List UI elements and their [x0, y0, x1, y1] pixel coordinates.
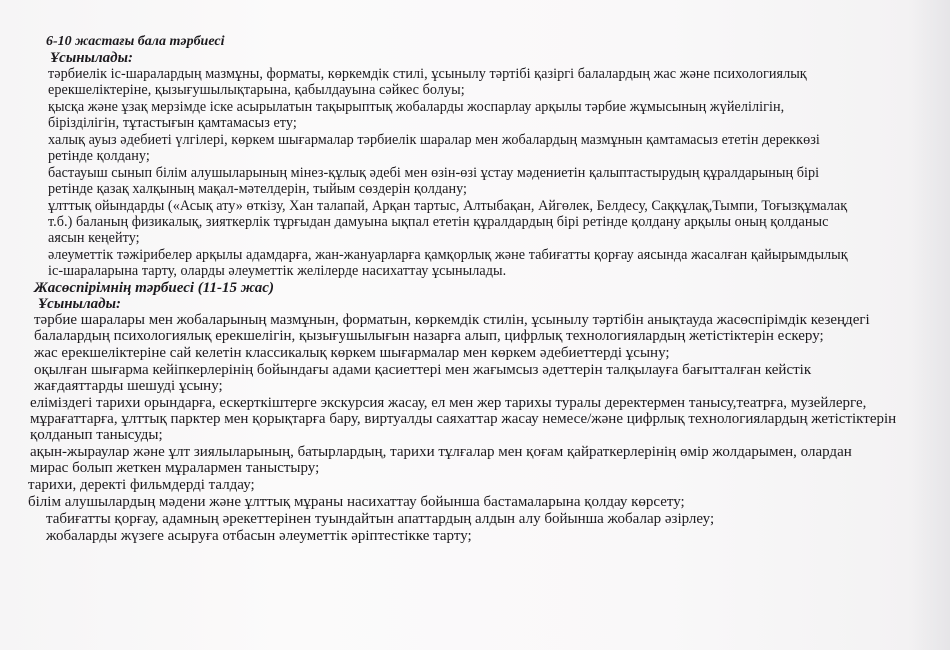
section-2-body: [28, 312, 928, 544]
text-line: ерекшеліктеріне, қызығушылықтарына, қабылдауына сәйкес болуы;: [48, 82, 465, 98]
text-line: білім алушылардың мәдени және ұлттық мұраны насихаттау бойынша бастамаларына қолдау көрсету;: [28, 494, 685, 510]
section-1-paragraph-3: [28, 132, 928, 164]
text-line: халық ауыз әдебиеті үлгілері, көркем шығармалар тәрбиелік шаралар мен жобалардың мазмұнын қамтамасыз ететін дереккөзі: [48, 132, 820, 148]
section-2-paragraph-7: [28, 494, 928, 510]
section-2-paragraph-3: [28, 362, 928, 394]
text-line: балалардың психологиялық ерекшелігін, қызығушылығын назарға алып, цифрлық технологиялардың жетістіктерін ескеру;: [34, 328, 824, 344]
section-1-paragraph-6: [28, 247, 928, 279]
section-2-paragraph-4: [28, 395, 928, 443]
section-1-body: [28, 66, 928, 279]
text-line: ұлттық ойындарды («Асық ату» өткізу, Хан талапай, Арқан тартыс, Алтыбақан, Айгөлек, Белдесу, Саққұлақ,Тымпи, Тоғызқұмалақ: [48, 198, 848, 214]
section-1-paragraph-1: [28, 66, 928, 98]
text-line: аясын кеңейту;: [48, 230, 140, 246]
section-2-paragraph-6: [28, 477, 928, 493]
text-line: бастауыш сынып білім алушыларының мінез-құлық әдебі мен өзін-өзі ұстау мәдениетін қалыптастырудың құралдарының бірі: [48, 165, 820, 181]
section-2-title: Жасөспірімнің тәрбиесі (11-15 жас): [34, 280, 274, 296]
text-line: қолданып танысуды;: [30, 427, 163, 443]
text-line: біріздiлігін, тұтастығын қамтамасыз ету;: [48, 115, 297, 131]
text-line: тарихи, деректі фильмдерді талдау;: [28, 477, 255, 493]
section-2-paragraph-8: [26, 511, 928, 527]
text-line: ретінде қолдану;: [48, 148, 150, 164]
section-1-recommended-label: Ұсынылады:: [50, 50, 134, 66]
section-2-paragraph-2: [28, 345, 928, 361]
section-2-paragraph-9: [26, 528, 928, 544]
text-line: әлеуметтік тәжірибелер арқылы адамдарға, жан-жануарларға қамқорлық және табиғатты қорғау аясында жасалған қайырымдылық: [48, 247, 848, 263]
section-1-paragraph-4: [28, 165, 928, 197]
text-line: т.б.) баланың физикалық, зияткерлік тұрғыдан дамуына ықпал ететін құралдардың бірі ретінде қолдану арқылы оның қолданыс: [48, 214, 829, 230]
text-line: ретінде қазақ халқының мақал-мәтелдерін, тыйым сөздерін қолдану;: [48, 181, 468, 197]
text-line: еліміздегі тарихи орындарға, ескерткіштерге экскурсия жасау, ел мен жер тарихы туралы деректермен танысу,театрға, музейлерге,: [30, 395, 867, 411]
section-2-paragraph-5: [28, 444, 928, 476]
text-line: жағдаяттарды шешуді ұсыну;: [34, 378, 223, 394]
text-line: жобаларды жүзеге асыруға отбасын әлеуметтік әріптестікке тарту;: [46, 528, 472, 544]
text-line: тәрбиелік іс-шаралардың мазмұны, форматы, көркемдік стилі, ұсынылу тәртібі қазіргі балалардың жас және психологиялық: [48, 66, 807, 82]
section-2-recommended-label: Ұсынылады:: [38, 296, 122, 312]
section-1-paragraph-2: [28, 99, 928, 131]
text-line: оқылған шығарма кейіпкерлерінің бойындағы адами қасиеттері мен жағымсыз әдеттерін талқылауға бағытталған кейстік: [34, 362, 812, 378]
text-line: мирас болып жеткен мұралармен таныстыру;: [30, 460, 320, 476]
text-line: іс-шараларына тарту, оларды әлеуметтік желілерде насихаттау ұсынылады.: [48, 263, 507, 279]
text-line: қысқа және ұзақ мерзімде іске асырылатын тақырыптық жобаларды жоспарлау арқылы тәрбие жұмысының жүйелілігін,: [48, 99, 785, 115]
document-content: [28, 34, 928, 545]
text-line: табиғатты қорғау, адамның әрекеттерінен туындайтын апаттардың алдын алу бойынша жобалар әзірлеу;: [46, 511, 715, 527]
section-1-title: 6-10 жастағы бала тәрбиесі: [46, 34, 225, 49]
text-line: мұрағаттарға, ұлттық парктер мен қорықтарға бару, виртуалды саяхаттар жасау немесе/және цифрлық технологиялардың жетістіктерін: [30, 411, 897, 427]
section-2-paragraph-1: [28, 312, 928, 344]
text-line: жас ерекшеліктеріне сай келетін классикалық көркем шығармалар мен көркем әдебиеттерді ұсыну;: [34, 345, 670, 361]
section-1-paragraph-5: [28, 198, 928, 246]
text-line: тәрбие шаралары мен жобаларының мазмұнын, форматын, көркемдік стилін, ұсынылу тәртібін анықтауда жасөспірімдік кезеңдегі: [34, 312, 870, 328]
text-line: ақын-жыраулар және ұлт зиялыларының, батырлардың, тарихи тұлғалар мен қоғам қайраткерлерінің өмір жолдарымен, олардан: [30, 444, 852, 460]
